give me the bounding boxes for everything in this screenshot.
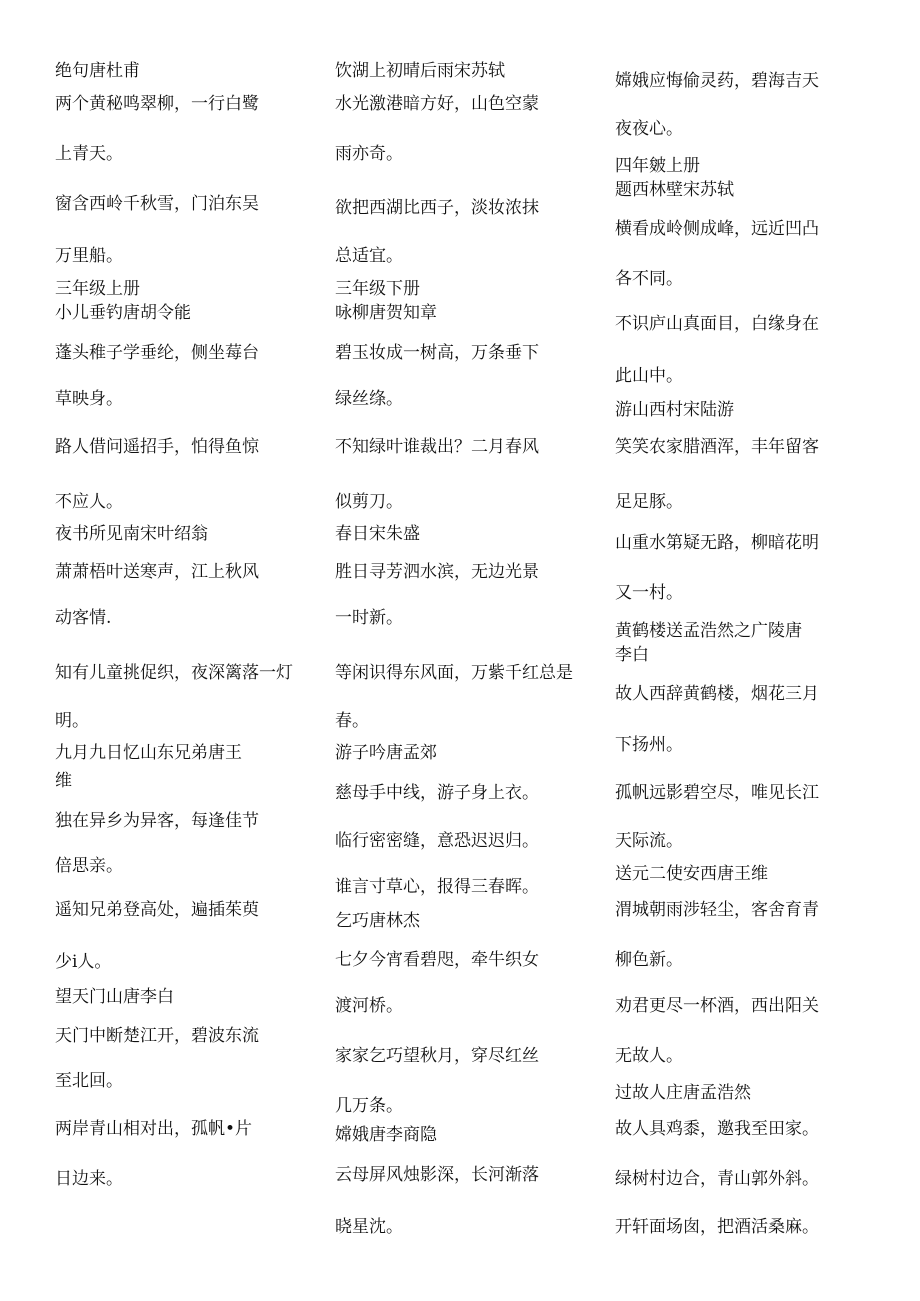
text-line: 独在异乡为异客，每逢佳节: [55, 811, 259, 831]
text-line: 等闲识得东风面，万紫千红总是: [335, 663, 573, 683]
text-line: 雨亦奇。: [335, 144, 403, 164]
text-line: 柳色新。: [615, 950, 683, 970]
text-line: 日边来。: [55, 1169, 123, 1189]
text-line: 几万条。: [335, 1096, 403, 1116]
text-line: 无故人。: [615, 1046, 683, 1066]
text-line: 维: [55, 771, 72, 791]
text-line: 黄鹤楼送孟浩然之广陵唐: [615, 621, 802, 641]
text-line: 不应人。: [55, 492, 123, 512]
text-line: 绿树村边合，青山郭外斜。: [615, 1169, 819, 1189]
text-line: 绿丝绦。: [335, 389, 403, 409]
text-line: 家家乞巧望秋月，穿尽红丝: [335, 1046, 539, 1066]
text-line: 九月九日忆山东兄弟唐王: [55, 743, 242, 763]
text-line: 欲把西湖比西子，淡妆浓抹: [335, 198, 539, 218]
text-line: 故人具鸡黍，邀我至田家。: [615, 1119, 819, 1139]
text-line: 望天门山唐李白: [55, 987, 174, 1007]
text-line: 足足豚。: [615, 492, 683, 512]
text-line: 夜夜心。: [615, 119, 683, 139]
text-line: 天际流。: [615, 831, 683, 851]
text-line: 两个黄秘鸣翠柳，一行白鹭: [55, 94, 259, 114]
text-line: 一时新。: [335, 608, 403, 628]
text-line: 七夕今宵看碧咫，牵牛织女: [335, 950, 539, 970]
text-line: 路人借问遥招手，怕得鱼惊: [55, 437, 259, 457]
text-line: 三年级上册: [55, 279, 140, 299]
text-line: 总适宜。: [335, 246, 403, 266]
text-line: 胜日寻芳泗水滨，无边光景: [335, 562, 539, 582]
text-line: 明。: [55, 711, 89, 731]
text-line: 谁言寸草心，报得三春晖。: [335, 877, 539, 897]
text-line: 至北回。: [55, 1071, 123, 1091]
text-line: 送元二使安西唐王维: [615, 864, 768, 884]
text-line: 草映身。: [55, 389, 123, 409]
text-line: 游子吟唐孟郊: [335, 743, 437, 763]
text-line: 小儿垂钓唐胡令能: [55, 303, 191, 323]
text-line: 嫦娥唐李商隐: [335, 1125, 437, 1145]
text-line: 遥知兄弟登高处，遍插茱萸: [55, 900, 259, 920]
text-line: 绝句唐杜甫: [55, 61, 140, 81]
text-line: 下扬州。: [615, 735, 683, 755]
text-line: 不知绿叶谁裁出？二月春风: [335, 437, 539, 457]
text-line: 李白: [615, 645, 649, 665]
text-line: 渭城朝雨涉轻尘，客舍育青: [615, 900, 819, 920]
text-line: 窗含西岭千秋雪，门泊东吴: [55, 194, 259, 214]
text-line: 动客情.: [55, 608, 112, 628]
text-line: 万里船。: [55, 246, 123, 266]
text-line: 倍思亲。: [55, 856, 123, 876]
text-line: 劝君更尽一杯酒，西出阳关: [615, 996, 819, 1016]
text-line: 蓬头稚子学垂纶，侧坐莓台: [55, 343, 259, 363]
text-line: 萧萧梧叶送寒声，江上秋风: [55, 562, 259, 582]
text-line: 少i人。: [55, 952, 112, 972]
text-line: 又一村。: [615, 583, 683, 603]
text-line: 云母屏风烛影深，长河渐落: [335, 1165, 539, 1185]
text-line: 饮湖上初晴后雨宋苏轼: [335, 61, 505, 81]
text-line: 临行密密缝，意恐迟迟归。: [335, 831, 539, 851]
text-line: 夜书所见南宋叶绍翁: [55, 524, 208, 544]
text-line: 天门中断楚江开，碧波东流: [55, 1026, 259, 1046]
text-line: 乞巧唐林杰: [335, 911, 420, 931]
text-line: 孤帆远影碧空尽，唯见长江: [615, 783, 819, 803]
text-line: 各不同。: [615, 269, 683, 289]
text-line: 春。: [335, 711, 369, 731]
text-line: 春日宋朱盛: [335, 524, 420, 544]
text-line: 上青天。: [55, 144, 123, 164]
text-line: 碧玉妆成一树高，万条垂下: [335, 343, 539, 363]
text-line: 不识庐山真面目，白缘身在: [615, 314, 819, 334]
text-line: 过故人庄唐孟浩然: [615, 1083, 751, 1103]
text-line: 此山中。: [615, 366, 683, 386]
text-line: 四年皴上册: [615, 156, 700, 176]
text-line: 渡河桥。: [335, 996, 403, 1016]
text-line: 故人西辞黄鹤楼，烟花三月: [615, 684, 819, 704]
text-line: 晓星沈。: [335, 1217, 403, 1237]
text-line: 水光激港暗方好，山色空蒙: [335, 94, 539, 114]
text-line: 笑笑农家腊酒浑，丰年留客: [615, 437, 819, 457]
text-line: 游山西村宋陆游: [615, 400, 734, 420]
text-line: 知有儿童挑促织，夜深篱落一灯: [55, 663, 293, 683]
text-line: 山重水第疑无路，柳暗花明: [615, 533, 819, 553]
text-line: 咏柳唐贺知章: [335, 303, 437, 323]
text-line: 三年级下册: [335, 279, 420, 299]
text-line: 横看成岭侧成峰，远近凹凸: [615, 219, 819, 239]
text-line: 嫦娥应悔偷灵药，碧海吉天: [615, 71, 819, 91]
text-line: 慈母手中线，游子身上衣。: [335, 783, 539, 803]
text-line: 似剪刀。: [335, 492, 403, 512]
text-line: 题西林壁宋苏轼: [615, 180, 734, 200]
text-line: 两岸青山相对出，孤帆•片: [55, 1119, 253, 1139]
text-line: 开轩面场囱，把酒活桑麻。: [615, 1217, 819, 1237]
